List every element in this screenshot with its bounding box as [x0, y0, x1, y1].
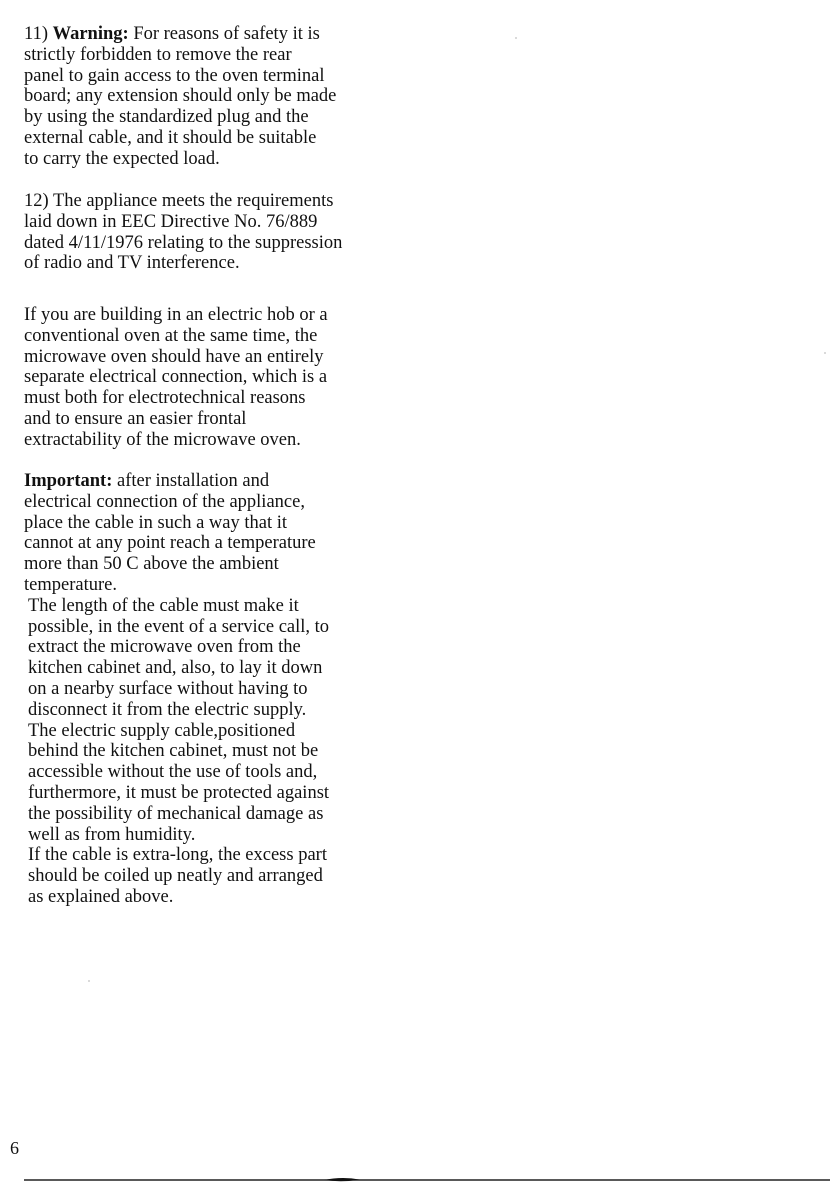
eec-line: laid down in EEC Directive No. 76/889	[24, 211, 318, 232]
important-line: disconnect it from the electric supply.	[28, 699, 307, 720]
important-line: accessible without the use of tools and,	[28, 762, 318, 783]
important-line: well as from humidity.	[28, 824, 196, 845]
important-line: the possibility of mechanical damage as	[28, 803, 324, 824]
hob-line: microwave oven should have an entirely	[24, 346, 324, 367]
important-line: electrical connection of the appliance,	[24, 491, 305, 512]
warning-line: external cable, and it should be suitable	[24, 127, 317, 148]
scan-speck	[824, 352, 826, 354]
scan-speck	[515, 37, 517, 39]
important-line: cannot at any point reach a temperature	[24, 533, 316, 554]
hob-line: If you are building in an electric hob or a	[24, 305, 328, 325]
important-line: The electric supply cable,positioned	[28, 720, 296, 741]
hob-line: and to ensure an easier frontal	[24, 408, 247, 429]
warning-line: by using the standardized plug and the	[24, 107, 309, 128]
important-line: on a nearby surface without having to	[28, 678, 308, 699]
important-line: kitchen cabinet and, also, to lay it down	[28, 658, 323, 679]
important-line: place the cable in such a way that it	[24, 512, 288, 533]
important-line: extract the microwave oven from the	[28, 637, 301, 658]
important-line: as explained above.	[28, 886, 174, 907]
warning-line: to carry the expected load.	[24, 148, 220, 169]
important-line: If the cable is extra-long, the excess part	[28, 845, 327, 866]
scan-speck	[88, 980, 90, 982]
hob-line: separate electrical connection, which is a	[24, 367, 328, 388]
important-line: possible, in the event of a service call, to	[28, 616, 330, 637]
important-line: more than 50 C above the ambient	[24, 554, 279, 575]
eec-directive-paragraph	[24, 191, 404, 274]
important-line: The length of the cable must make it	[28, 595, 299, 616]
warning-number: 11)	[24, 24, 48, 44]
warning-first-line	[24, 24, 404, 45]
footer-rule	[24, 1173, 830, 1187]
hob-line: extractability of the microwave oven.	[24, 429, 301, 450]
eec-line: of radio and TV interference.	[24, 253, 240, 274]
warning-line: board; any extension should only be made	[24, 86, 337, 107]
eec-line: 12) The appliance meets the requirements	[24, 191, 334, 211]
important-line: should be coiled up neatly and arranged	[28, 866, 323, 887]
separate-connection-paragraph	[24, 305, 404, 451]
hob-line: conventional oven at the same time, the	[24, 325, 318, 346]
warning-line: panel to gain access to the oven terminal	[24, 65, 325, 86]
warning-label: Warning:	[52, 24, 129, 44]
hob-line: must both for electrotechnical reasons	[24, 388, 306, 409]
important-first-line	[24, 471, 404, 492]
page-number: 6	[10, 1138, 19, 1158]
important-line: after installation and	[117, 471, 270, 491]
warning-line: strictly forbidden to remove the rear	[24, 44, 292, 65]
warning-line: For reasons of safety it is	[133, 24, 320, 44]
important-label: Important:	[24, 471, 113, 491]
important-line: temperature.	[24, 574, 117, 595]
important-line: furthermore, it must be protected against	[28, 782, 330, 803]
eec-line: dated 4/11/1976 relating to the suppression	[24, 232, 343, 253]
important-paragraph	[24, 471, 404, 908]
warning-paragraph	[24, 24, 404, 170]
important-line: behind the kitchen cabinet, must not be	[28, 741, 319, 762]
